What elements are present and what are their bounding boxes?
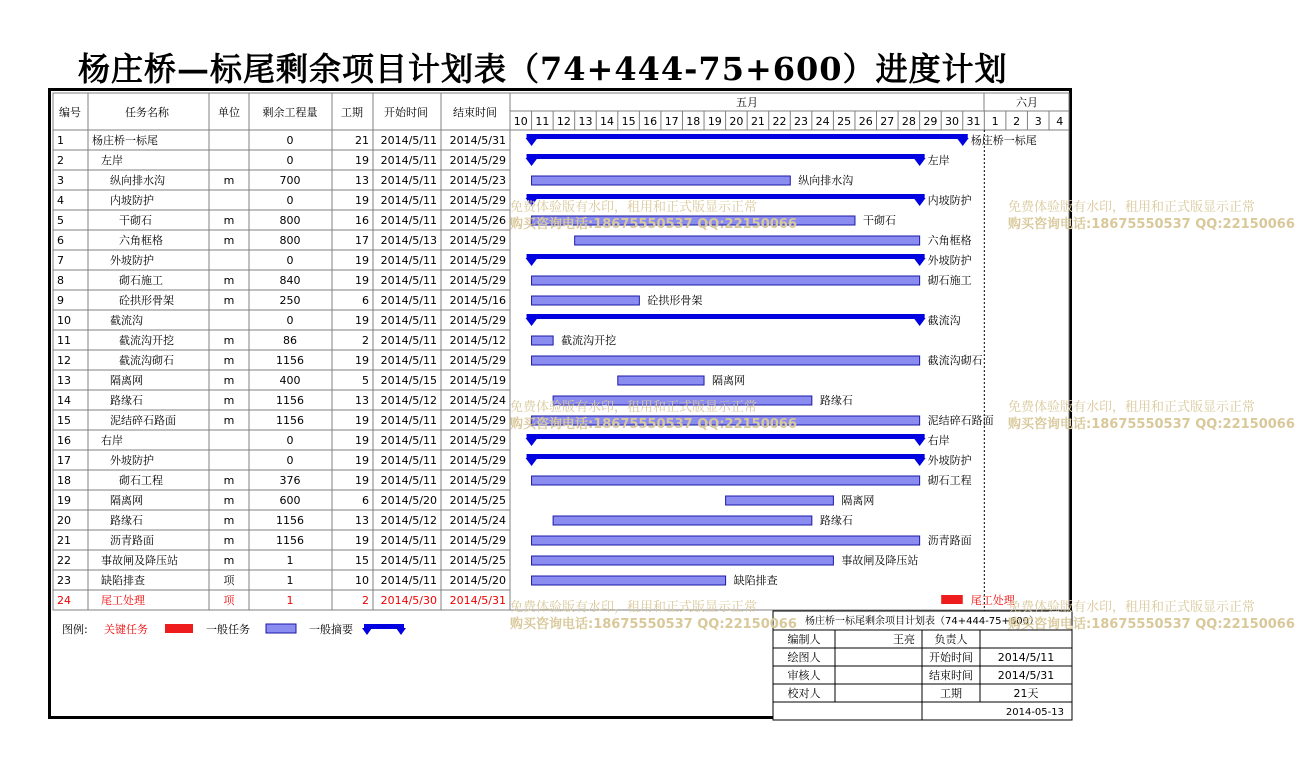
task-start: 2014/5/30 [380,594,437,607]
task-number: 4 [57,194,64,207]
task-unit: m [223,174,235,187]
watermark: 免费体验版有水印，租用和正式版显示正常 购买咨询电话:18675550537 QQ:22150066 [510,600,797,632]
page-title: 杨庄桥—标尾剩余项目计划表（74+444-75+600）进度计划 [78,50,1008,88]
task-bar [553,516,812,525]
task-unit: m [223,474,235,487]
task-start: 2014/5/13 [380,234,437,247]
task-duration: 15 [355,554,369,567]
info-editor-label: 编制人 [787,633,821,646]
bar-label: 隔离网 [712,374,746,387]
bar-label: 沥青路面 [927,534,972,547]
task-end: 2014/5/29 [449,534,506,547]
task-duration: 19 [355,194,369,207]
day-label: 20 [729,115,744,128]
bar-label: 截流沟砌石 [927,354,983,367]
task-duration: 2 [362,334,369,347]
summary-start-marker [526,438,538,446]
task-name: 缺陷排查 [101,574,145,587]
task-quantity: 840 [279,274,301,287]
bar-label: 左岸 [927,154,950,167]
task-start: 2014/5/11 [380,274,437,287]
task-end: 2014/5/25 [449,494,506,507]
info-owner-label: 负责人 [934,633,968,646]
column-header-qty: 剩余工程量 [262,106,318,119]
task-unit: m [223,534,235,547]
bar-label: 外坡防护 [927,254,972,267]
task-start: 2014/5/11 [380,314,437,327]
task-name: 截流沟开挖 [119,334,174,347]
task-name: 杨庄桥一标尾 [92,134,158,147]
task-start: 2014/5/11 [380,574,437,587]
task-start: 2014/5/11 [380,434,437,447]
bar-label: 尾工处理 [970,594,1015,607]
task-name: 事故闸及降压站 [101,554,178,567]
summary-end-marker [914,438,926,446]
task-bar [532,356,920,365]
task-end: 2014/5/29 [449,254,506,267]
task-bar [532,296,640,305]
task-unit: m [223,554,235,567]
task-number: 14 [57,394,71,407]
task-duration: 19 [355,274,369,287]
task-start: 2014/5/11 [380,154,437,167]
bar-label: 杨庄桥一标尾 [970,134,1037,147]
task-quantity: 0 [286,194,294,207]
bar-label: 干砌石 [862,214,896,227]
task-duration: 19 [355,354,369,367]
task-number: 9 [57,294,64,307]
day-label: 17 [664,115,679,128]
task-end: 2014/5/16 [449,294,506,307]
task-bar [618,376,704,385]
task-end: 2014/5/20 [449,574,506,587]
task-quantity: 0 [286,154,294,167]
info-checker-label: 校对人 [787,687,821,700]
task-number: 22 [57,554,71,567]
legend-critical-label: 关键任务 [104,623,148,636]
task-end: 2014/5/29 [449,194,506,207]
legend-label: 图例: [62,623,88,636]
task-end: 2014/5/12 [449,334,506,347]
task-number: 12 [57,354,71,367]
month-label: 五月 [736,96,758,109]
info-dur-label: 工期 [940,687,962,700]
watermark: 免费体验版有水印，租用和正式版显示正常 购买咨询电话:18675550537 QQ:22150066 [1008,200,1295,232]
task-quantity: 1156 [276,354,304,367]
bar-label: 路缘石 [819,514,853,527]
task-number: 5 [57,214,64,227]
task-unit: m [223,414,235,427]
task-name: 隔离网 [110,494,143,507]
task-name: 泥结碎石路面 [110,414,176,427]
summary-bar [527,254,925,259]
task-quantity: 800 [279,214,301,227]
task-number: 11 [57,334,71,347]
watermark: 免费体验版有水印，租用和正式版显示正常 购买咨询电话:18675550537 QQ:22150066 [1008,600,1295,632]
task-quantity: 800 [279,234,301,247]
legend-summary-label: 一般摘要 [309,623,353,636]
info-dur: 21天 [1013,687,1039,700]
column-header-start: 开始时间 [384,106,428,119]
task-number: 24 [57,594,71,607]
task-number: 1 [57,134,64,147]
column-header-dur: 工期 [341,106,363,119]
task-quantity: 600 [279,494,301,507]
task-name: 六角框格 [119,234,163,247]
task-quantity: 0 [286,314,294,327]
task-unit: m [223,394,235,407]
task-end: 2014/5/29 [449,154,506,167]
task-start: 2014/5/11 [380,254,437,267]
task-duration: 19 [355,454,369,467]
task-duration: 17 [355,234,369,247]
task-number: 16 [57,434,71,447]
task-unit: m [223,334,235,347]
task-duration: 13 [355,514,369,527]
task-end: 2014/5/31 [449,594,506,607]
column-header-num: 编号 [59,106,81,119]
bar-label: 砌石施工 [927,274,972,287]
day-label: 16 [643,115,658,128]
task-number: 3 [57,174,64,187]
task-number: 10 [57,314,71,327]
info-end: 2014/5/31 [997,669,1055,682]
summary-end-marker [957,138,969,146]
task-start: 2014/5/11 [380,414,437,427]
task-quantity: 0 [286,434,294,447]
day-label: 26 [858,115,873,128]
task-number: 23 [57,574,71,587]
task-quantity: 1156 [276,534,304,547]
task-end: 2014/5/24 [449,514,506,527]
day-label: 21 [750,115,765,128]
task-duration: 6 [362,494,369,507]
watermark: 免费体验版有水印，租用和正式版显示正常 购买咨询电话:18675550537 QQ:22150066 [510,400,797,432]
task-duration: 19 [355,414,369,427]
task-end: 2014/5/25 [449,554,506,567]
task-duration: 6 [362,294,369,307]
task-end: 2014/5/29 [449,314,506,327]
column-header-unit: 单位 [218,106,240,119]
task-quantity: 1156 [276,394,304,407]
bar-label: 右岸 [927,434,950,447]
task-quantity: 1 [286,554,294,567]
task-unit: 项 [223,574,235,587]
summary-bar [527,454,925,459]
task-start: 2014/5/12 [380,394,437,407]
bar-label: 截流沟 [927,314,961,327]
task-name: 隔离网 [110,374,143,387]
task-bar [726,496,834,505]
task-bar [532,176,791,185]
task-bar [532,216,855,225]
task-name: 干砌石 [119,214,152,227]
day-label: 12 [556,115,571,128]
task-start: 2014/5/11 [380,134,437,147]
task-number: 21 [57,534,71,547]
task-unit: m [223,214,235,227]
day-label: 4 [1056,115,1064,128]
task-bar [532,556,834,565]
day-label: 29 [923,115,938,128]
summary-start-marker [526,198,538,206]
task-name: 砌石工程 [119,474,163,487]
task-number: 18 [57,474,71,487]
task-name: 砼拱形骨架 [119,294,174,307]
task-duration: 13 [355,394,369,407]
task-unit: m [223,234,235,247]
task-name: 砌石施工 [119,274,163,287]
task-unit: m [223,294,235,307]
task-quantity: 86 [283,334,297,347]
task-end: 2014/5/29 [449,274,506,287]
info-editor: 王亮 [893,633,915,646]
task-name: 截流沟砌石 [119,354,174,367]
bar-label: 隔离网 [841,494,875,507]
task-end: 2014/5/29 [449,454,506,467]
day-label: 23 [794,115,809,128]
task-duration: 19 [355,534,369,547]
day-label: 14 [600,115,615,128]
summary-bar [527,134,968,139]
task-duration: 13 [355,174,369,187]
task-duration: 19 [355,434,369,447]
day-label: 3 [1034,115,1042,128]
task-start: 2014/5/11 [380,354,437,367]
summary-end-marker [914,158,926,166]
task-quantity: 0 [286,454,294,467]
summary-start-marker [526,158,538,166]
task-quantity: 0 [286,134,294,147]
task-bar [553,396,812,405]
task-number: 15 [57,414,71,427]
bar-label: 事故闸及降压站 [841,554,919,567]
task-start: 2014/5/11 [380,454,437,467]
task-number: 17 [57,454,71,467]
bar-label: 砌石工程 [927,474,972,487]
task-start: 2014/5/11 [380,214,437,227]
task-end: 2014/5/29 [449,414,506,427]
summary-end-marker [914,198,926,206]
task-end: 2014/5/19 [449,374,506,387]
bar-label: 缺陷排查 [733,574,778,587]
task-quantity: 250 [279,294,301,307]
task-end: 2014/5/29 [449,354,506,367]
task-quantity: 700 [279,174,301,187]
task-start: 2014/5/15 [380,374,437,387]
task-bar [532,336,554,345]
column-header-name: 任务名称 [125,106,169,119]
day-label: 18 [686,115,701,128]
task-end: 2014/5/23 [449,174,506,187]
day-label: 15 [621,115,636,128]
info-date: 2014-05-13 [1005,707,1064,718]
info-start-label: 开始时间 [929,651,973,664]
task-quantity: 1156 [276,514,304,527]
summary-bar [527,194,925,199]
task-start: 2014/5/11 [380,174,437,187]
task-end: 2014/5/31 [449,134,506,147]
day-label: 25 [837,115,852,128]
task-unit: m [223,514,235,527]
bar-label: 截流沟开挖 [561,334,617,347]
summary-end-marker [914,258,926,266]
info-drawer-label: 绘图人 [787,651,821,664]
day-label: 10 [513,115,528,128]
task-quantity: 0 [286,254,294,267]
task-duration: 19 [355,474,369,487]
task-duration: 19 [355,154,369,167]
table-border [53,93,1069,610]
task-number: 19 [57,494,71,507]
summary-end-marker [914,458,926,466]
task-bar [532,276,920,285]
task-quantity: 1 [286,594,294,607]
summary-start-marker [526,138,538,146]
task-name: 外坡防护 [110,454,154,467]
task-name: 纵向排水沟 [110,174,165,187]
day-label: 1 [991,115,999,128]
info-start: 2014/5/11 [997,651,1055,664]
task-end: 2014/5/24 [449,394,506,407]
task-start: 2014/5/20 [380,494,437,507]
legend-normal-label: 一般任务 [206,623,250,636]
summary-start-marker [526,258,538,266]
watermark: 免费体验版有水印，租用和正式版显示正常 购买咨询电话:18675550537 QQ:22150066 [510,200,797,232]
task-bar [532,576,726,585]
task-start: 2014/5/11 [380,334,437,347]
day-label: 11 [535,115,550,128]
task-duration: 2 [362,594,369,607]
bar-label: 泥结碎石路面 [927,414,994,427]
task-start: 2014/5/11 [380,534,437,547]
task-start: 2014/5/12 [380,514,437,527]
critical-task-bar [941,595,963,604]
task-unit: m [223,494,235,507]
task-name: 外坡防护 [110,254,154,267]
bar-label: 纵向排水沟 [798,174,854,187]
summary-end-marker [914,318,926,326]
day-label: 31 [966,115,981,128]
task-duration: 19 [355,314,369,327]
task-unit: 项 [223,594,235,607]
watermark: 免费体验版有水印，租用和正式版显示正常 购买咨询电话:18675550537 QQ:22150066 [1008,400,1295,432]
task-unit: m [223,374,235,387]
task-start: 2014/5/11 [380,554,437,567]
bar-label: 路缘石 [819,394,853,407]
info-title: 杨庄桥一标尾剩余项目计划表（74+444-75+600） [805,616,1039,627]
task-name: 右岸 [101,434,123,447]
task-quantity: 1 [286,574,294,587]
task-number: 8 [57,274,64,287]
task-bar [532,476,920,485]
task-start: 2014/5/11 [380,194,437,207]
legend-summary-marker [396,628,406,635]
summary-start-marker [526,318,538,326]
task-name: 左岸 [101,154,123,167]
task-unit: m [223,354,235,367]
task-bar [575,236,920,245]
bar-label: 砼拱形骨架 [647,294,703,307]
day-label: 28 [901,115,916,128]
task-name: 内坡防护 [110,194,154,207]
task-name: 路缘石 [110,394,143,407]
bar-label: 六角框格 [927,234,972,247]
task-quantity: 1156 [276,414,304,427]
task-end: 2014/5/29 [449,434,506,447]
day-label: 27 [880,115,895,128]
task-end: 2014/5/26 [449,214,506,227]
bar-label: 外坡防护 [927,454,972,467]
day-label: 2 [1013,115,1021,128]
task-quantity: 376 [279,474,301,487]
task-name: 截流沟 [110,314,143,327]
summary-bar [527,154,925,159]
task-quantity: 400 [279,374,301,387]
task-number: 20 [57,514,71,527]
month-label: 六月 [1016,96,1038,109]
day-label: 19 [707,115,722,128]
summary-bar [527,434,925,439]
task-end: 2014/5/29 [449,234,506,247]
task-bar [532,536,920,545]
summary-start-marker [526,458,538,466]
task-duration: 10 [355,574,369,587]
task-number: 7 [57,254,64,267]
day-label: 22 [772,115,787,128]
task-start: 2014/5/11 [380,474,437,487]
column-header-end: 结束时间 [453,106,497,119]
task-duration: 21 [355,134,369,147]
task-number: 6 [57,234,64,247]
task-duration: 19 [355,254,369,267]
task-name: 尾工处理 [101,594,145,607]
task-name: 路缘石 [110,514,143,527]
task-duration: 16 [355,214,369,227]
day-label: 13 [578,115,593,128]
task-end: 2014/5/29 [449,474,506,487]
day-label: 24 [815,115,830,128]
task-bar [532,416,920,425]
summary-bar [527,314,925,319]
legend-normal-swatch [266,624,296,633]
task-number: 2 [57,154,64,167]
task-number: 13 [57,374,71,387]
task-name: 沥青路面 [110,534,154,547]
legend-critical-swatch [165,624,193,633]
legend-summary-marker [362,628,372,635]
bar-label: 内坡防护 [927,194,972,207]
day-label: 30 [944,115,959,128]
task-unit: m [223,274,235,287]
task-start: 2014/5/11 [380,294,437,307]
task-duration: 5 [362,374,369,387]
info-reviewer-label: 审核人 [787,669,821,682]
info-end-label: 结束时间 [929,669,973,682]
